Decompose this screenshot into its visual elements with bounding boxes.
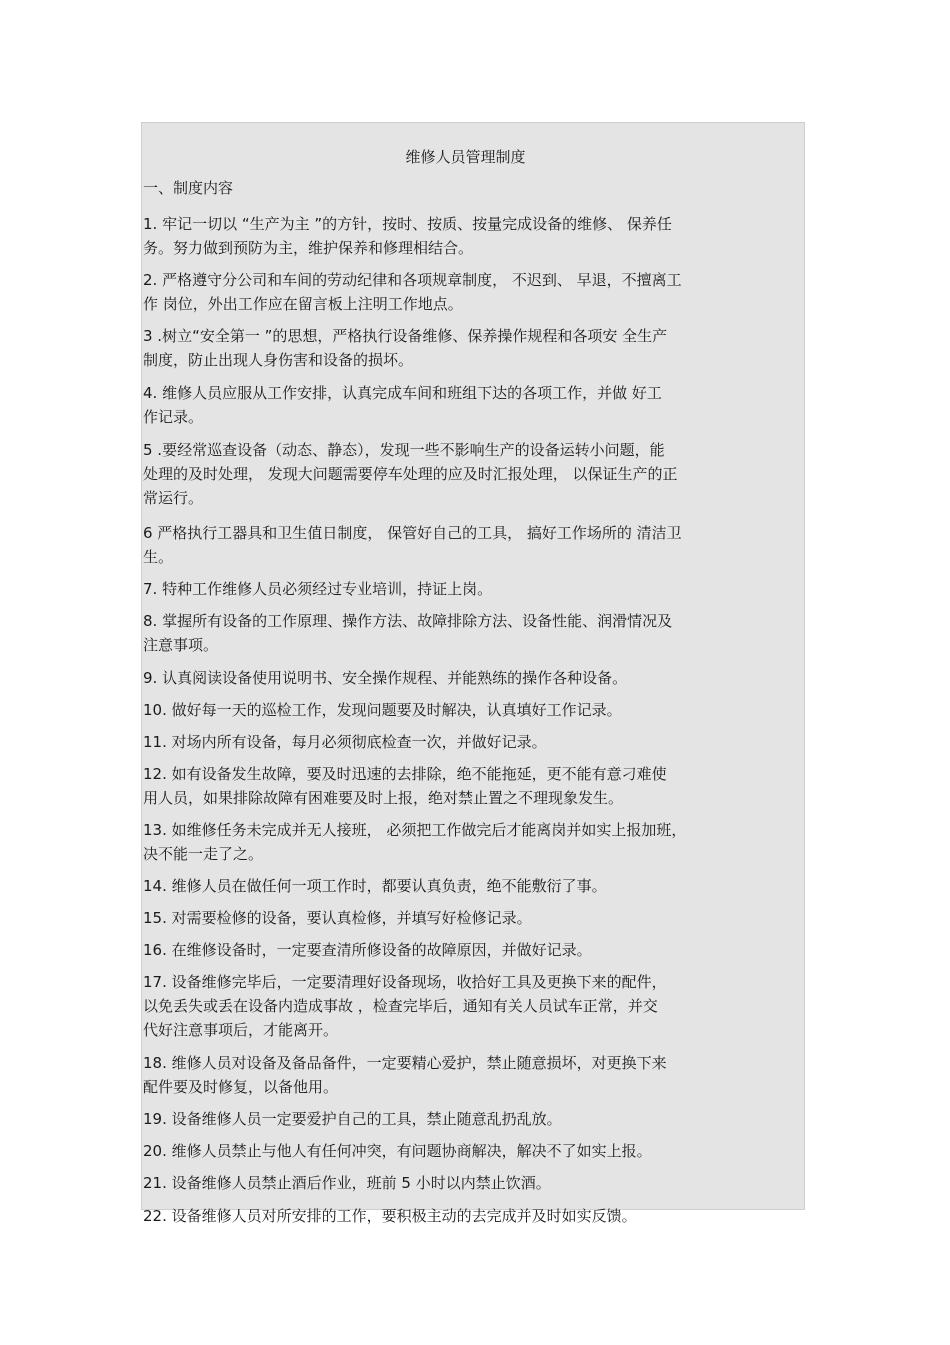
document-title: 维修人员管理制度	[405, 148, 526, 166]
rule-item	[143, 577, 805, 601]
rule-line: 8. 掌握所有设备的工作原理、操作方法、故障排除方法、设备性能、润滑情况及	[143, 612, 673, 630]
rule-item	[143, 438, 805, 510]
rule-item	[143, 666, 805, 690]
rule-line: 11. 对场内所有设备，每月必须彻底检查一次，并做好记录。	[143, 733, 547, 751]
rule-line: 2. 严格遵守分公司和车间的劳动纪律和各项规章制度， 不迟到、 早退，不擅离工	[143, 271, 682, 289]
rule-line: 16. 在维修设备时，一定要查清所修设备的故障原因，并做好记录。	[143, 941, 592, 959]
rule-line: 处理的及时处理， 发现大问题需要停车处理的应及时汇报处理， 以保证生产的正	[143, 465, 678, 483]
rule-line: 15. 对需要检修的设备，要认真检修，并填写好检修记录。	[143, 909, 532, 927]
rule-line: 7. 特种工作维修人员必须经过专业培训，持证上岗。	[143, 580, 493, 598]
rule-item	[143, 1139, 805, 1163]
rule-item	[143, 938, 805, 962]
rule-item	[143, 970, 805, 1042]
rule-line: 3 .树立“安全第一 ”的思想，严格执行设备维修、保养操作规程和各项安 全生产	[143, 327, 668, 345]
rule-line: 4. 维修人员应服从工作安排，认真完成车间和班组下达的各项工作，并做 好工	[143, 384, 662, 402]
rule-line: 务。努力做到预防为主，维护保养和修理相结合。	[143, 239, 474, 257]
rule-line: 1. 牢记一切以 “生产为主 ”的方针，按时、按质、按量完成设备的维修、 保养任	[143, 215, 672, 233]
rule-line: 作 岗位，外出工作应在留言板上注明工作地点。	[143, 295, 463, 313]
rule-line: 以免丢失或丢在设备内造成事故 ，检查完毕后，通知有关人员试车正常，并交	[143, 997, 658, 1015]
rule-line: 制度，防止出现人身伤害和设备的损坏。	[143, 351, 414, 369]
rule-item	[143, 1107, 805, 1131]
rule-item	[143, 381, 805, 429]
section-heading: 一、制度内容	[143, 179, 234, 197]
rule-line: 决不能一走了之。	[143, 845, 264, 863]
rule-line: 20. 维修人员禁止与他人有任何冲突，有问题协商解决，解决不了如实上报。	[143, 1142, 652, 1160]
rule-item	[143, 874, 805, 898]
rule-item	[143, 818, 805, 866]
rule-line: 9. 认真阅读设备使用说明书、安全操作规程、并能熟练的操作各种设备。	[143, 669, 628, 687]
rule-line: 18. 维修人员对设备及备品备件，一定要精心爱护，禁止随意损坏，对更换下来	[143, 1054, 667, 1072]
rule-line: 12. 如有设备发生故障，要及时迅速的去排除，绝不能拖延，更不能有意刁难使	[143, 765, 667, 783]
rule-line: 5 .要经常巡查设备（动态、静态），发现一些不影响生产的设备运转小问题，能	[143, 441, 665, 459]
rule-line: 17. 设备维修完毕后，一定要清理好设备现场，收拾好工具及更换下来的配件，	[143, 973, 667, 991]
rule-line: 配件要及时修复，以备他用。	[143, 1078, 339, 1096]
rule-line: 10. 做好每一天的巡检工作，发现问题要及时解决，认真填好工作记录。	[143, 701, 622, 719]
rule-line: 19. 设备维修人员一定要爱护自己的工具，禁止随意乱扔乱放。	[143, 1110, 562, 1128]
rule-item	[143, 521, 805, 569]
rule-item	[143, 324, 805, 372]
rule-item	[143, 1051, 805, 1099]
rule-line: 代好注意事项后，才能离开。	[143, 1021, 339, 1039]
rule-item	[143, 698, 805, 722]
rule-line: 生。	[143, 548, 174, 566]
rule-item	[143, 730, 805, 754]
rule-line: 常运行。	[143, 489, 204, 507]
rule-line: 用人员，如果排除故障有困难要及时上报，绝对禁止置之不理现象发生。	[143, 789, 624, 807]
rule-item	[143, 212, 805, 260]
rule-line: 作记录。	[143, 408, 204, 426]
rule-item	[143, 906, 805, 930]
rule-item	[143, 1171, 805, 1195]
rule-item	[143, 609, 805, 657]
rule-item	[143, 1204, 805, 1228]
rule-item	[143, 762, 805, 810]
rule-item	[143, 268, 805, 316]
rule-line: 注意事项。	[143, 636, 219, 654]
rule-line: 13. 如维修任务未完成并无人接班， 必须把工作做完后才能离岗并如实上报加班，	[143, 821, 687, 839]
rule-line: 14. 维修人员在做任何一项工作时，都要认真负责，绝不能敷衍了事。	[143, 877, 607, 895]
rule-line: 22. 设备维修人员对所安排的工作，要积极主动的去完成并及时如实反馈。	[143, 1207, 637, 1225]
rule-line: 21. 设备维修人员禁止酒后作业，班前 5 小时以内禁止饮酒。	[143, 1174, 551, 1192]
rule-line: 6 严格执行工器具和卫生值日制度， 保管好自己的工具， 搞好工作场所的 清洁卫	[143, 524, 682, 542]
